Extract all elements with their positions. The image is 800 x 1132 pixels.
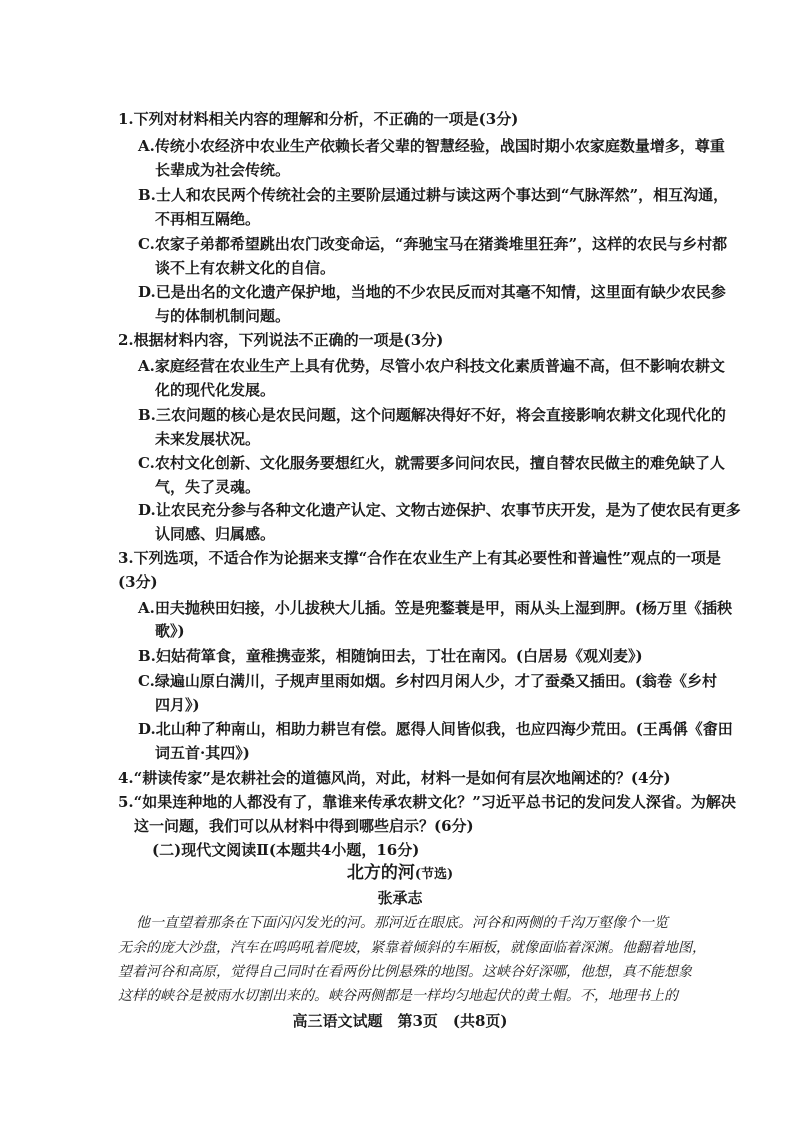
q2-option-d: D.让农民充分参与各种文化遗产认定、文物古迹保护、农事节庆开发，是为了使农民有更多 bbox=[138, 501, 741, 519]
article-line-3: 望着河谷和高原，觉得自己同时在看两份比例悬殊的地图。这峡谷好深哪，他想，真不能想象 bbox=[118, 964, 692, 980]
q5-stem-cont: 这一问题，我们可以从材料中得到哪些启示？(6分) bbox=[134, 817, 474, 835]
q3-option-a: A.田夫抛秧田妇接，小儿拔秧大儿插。笠是兜鍪蓑是甲，雨从头上湿到胛。(杨万里《插秧 bbox=[138, 599, 732, 617]
q2-option-d-cont: 认同感、归属感。 bbox=[155, 525, 276, 543]
article-line-2: 无余的庞大沙盘，汽车在呜呜吼着爬坡，紧靠着倾斜的车厢板，就像面临着深渊。他翻着地图， bbox=[118, 940, 706, 956]
q1-option-d: D.已是出名的文化遗产保护地，当地的不少农民反而对其毫不知情，这里面有缺少农民参 bbox=[138, 283, 726, 301]
article-author: 张承志 bbox=[377, 889, 423, 907]
q3-option-c-cont: 四月》) bbox=[155, 696, 200, 714]
q1-option-b-cont: 不再相互隔绝。 bbox=[155, 210, 261, 228]
article-line-4: 这样的峡谷是被雨水切割出来的。峡谷两侧都是一样均匀地起伏的黄土帽。不，地理书上的 bbox=[118, 988, 678, 1004]
q1-option-c-cont: 谈不上有农耕文化的自信。 bbox=[155, 259, 336, 277]
page-footer: 高三语文试题 第3页 (共8页) bbox=[292, 1012, 508, 1030]
q3-option-c: C.绿遍山原白满川，子规声里雨如烟。乡村四月闲人少，才了蚕桑又插田。(翁卷《乡村 bbox=[138, 672, 717, 690]
article-title-line bbox=[0, 862, 800, 886]
q1-stem: 1.下列对材料相关内容的理解和分析，不正确的一项是(3分) bbox=[118, 110, 519, 128]
q3-option-a-cont: 歌》) bbox=[155, 622, 185, 640]
q3-option-d-cont: 词五首·其四》) bbox=[155, 744, 250, 762]
q2-option-a-cont: 化的现代化发展。 bbox=[155, 381, 276, 399]
q3-stem-cont: (3分) bbox=[118, 573, 158, 591]
article-title: 北方的河 bbox=[346, 863, 415, 883]
q1-option-b: B.士人和农民两个传统社会的主要阶层通过耕与读这两个事达到“气脉浑然”，相互沟通， bbox=[138, 186, 729, 204]
q2-option-c-cont: 气，失了灵魂。 bbox=[155, 478, 261, 496]
q3-option-b: B.妇姑荷箪食，童稚携壶浆，相随饷田去，丁壮在南冈。(白居易《观刈麦》) bbox=[138, 647, 643, 665]
q1-option-a-cont: 长辈成为社会传统。 bbox=[155, 161, 291, 179]
q2-option-b-cont: 未来发展状况。 bbox=[155, 430, 261, 448]
q2-option-b: B.三农问题的核心是农民问题，这个问题解决得好不好，将会直接影响农耕文化现代化的 bbox=[138, 406, 726, 424]
q2-option-c: C.农村文化创新、文化服务要想红火，就需要多问问农民，擅自替农民做主的难免缺了人 bbox=[138, 454, 725, 472]
q1-option-d-cont: 与的体制机制问题。 bbox=[155, 307, 291, 325]
article-title-note: (节选) bbox=[414, 867, 454, 882]
q2-option-a: A.家庭经营在农业生产上具有优势，尽管小农户科技文化素质普遍不高，但不影响农耕文 bbox=[138, 357, 725, 375]
q4-stem: 4.“耕读传家”是农耕社会的道德风尚，对此，材料一是如何有层次地阐述的？(4分) bbox=[118, 769, 671, 787]
section-heading: (二)现代文阅读Ⅱ(本题共4小题，16分) bbox=[152, 841, 420, 859]
q1-option-a: A.传统小农经济中农业生产依赖长者父辈的智慧经验，战国时期小农家庭数量增多，尊重 bbox=[138, 137, 725, 155]
q5-stem: 5.“如果连种地的人都没有了，靠谁来传承农耕文化？”习近平总书记的发问发人深省。为解决 bbox=[118, 793, 736, 811]
article-line-1: 他一直望着那条在下面闪闪发光的河。那河近在眼底。河谷和两侧的千沟万壑像个一览 bbox=[136, 915, 668, 931]
q1-option-c: C.农家子弟都希望跳出农门改变命运，“奔驰宝马在猪粪堆里狂奔”，这样的农民与乡村都 bbox=[138, 235, 728, 253]
q3-option-d: D.北山种了种南山，相助力耕岂有偿。愿得人间皆似我，也应四海少荒田。(王禹偁《畬田 bbox=[138, 720, 733, 738]
q3-stem: 3.下列选项，不适合作为论据来支撑“合作在农业生产上有其必要性和普遍性”观点的一项是 bbox=[118, 549, 721, 567]
q2-stem: 2.根据材料内容，下列说法不正确的一项是(3分) bbox=[118, 331, 444, 349]
